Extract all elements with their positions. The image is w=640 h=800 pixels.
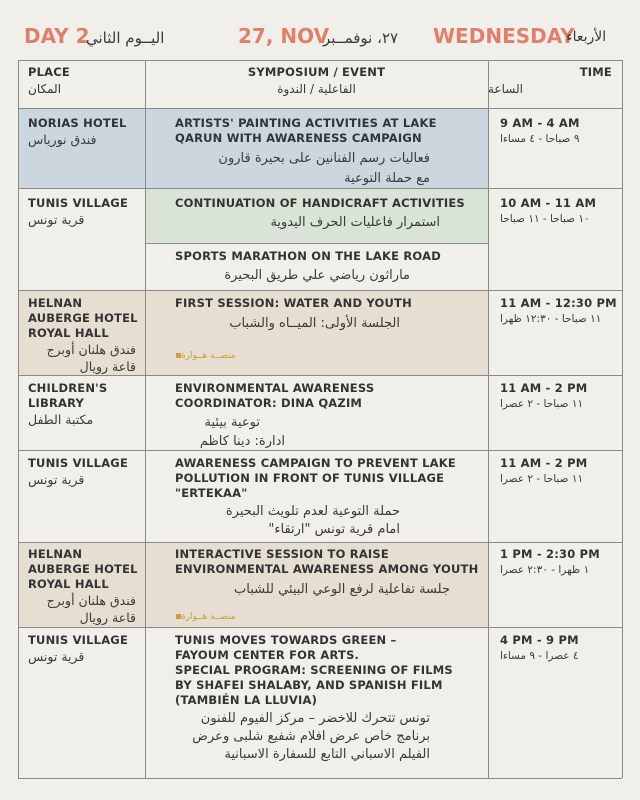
date-label-en: 27, NOV: [238, 24, 330, 48]
place-en: NORIAS HOTEL: [28, 116, 127, 130]
stage-label: منصــة هــوارة: [172, 351, 236, 361]
event-ar: الجلسة الأولى: الميــاه والشباب: [229, 316, 400, 331]
grid-line: [18, 542, 622, 543]
event-ar: الفيلم الاسباني التابع للسفارة الاسبانية: [224, 747, 430, 762]
event-ar: استمرار فاعليات الحرف اليدوية: [270, 215, 440, 230]
time-ar: ١ ظهرا - ٢:٣٠ عصرا: [500, 564, 590, 576]
event-en: (TAMBIÉN LA LLUVIA): [175, 693, 318, 707]
place-en: HELNAN: [28, 296, 83, 310]
event-ar: برنامج خاص عرض افلام شفيع شلبى وعرض: [192, 729, 430, 744]
event-en: INTERACTIVE SESSION TO RAISE: [175, 547, 389, 561]
place-en: TUNIS VILLAGE: [28, 196, 129, 210]
event-ar: تونس تتحرك للاخضر – مركز الفيوم للفنون: [200, 711, 430, 726]
grid-line: [145, 60, 146, 778]
event-ar: جلسة تفاعلية لرفع الوعي البيئي للشباب: [234, 582, 450, 597]
place-en: LIBRARY: [28, 396, 85, 410]
column-header-event-en: SYMPOSIUM / EVENT: [247, 65, 386, 79]
event-en: FAYOUM CENTER FOR ARTS.: [175, 648, 360, 662]
event-en: BY SHAFEI SHALABY, AND SPANISH FILM: [175, 678, 443, 692]
event-ar: حملة التوعية لعدم تلويث البحيرة: [225, 504, 400, 519]
page-header: [0, 0, 640, 60]
grid-line: [18, 778, 622, 779]
time-en: 11 AM - 2 PM: [500, 456, 588, 470]
time-ar: ١١ صباحا - ٢ عصرا: [500, 473, 584, 485]
grid-line: [488, 60, 489, 778]
time-en: 9 AM - 4 AM: [500, 116, 580, 130]
time-en: 11 AM - 2 PM: [500, 381, 588, 395]
place-ar: قرية تونس: [28, 212, 85, 227]
place-en: HELNAN: [28, 547, 83, 561]
column-header-time-ar: الساعة: [488, 82, 523, 96]
event-ar: فعاليات رسم الفنانين على بحيرة قارون: [218, 151, 430, 166]
weekday-label-ar: الأربعاء: [566, 29, 607, 45]
time-en: 1 PM - 2:30 PM: [500, 547, 600, 561]
time-ar: ١١ صباحا - ١٢:٣٠ ظهرا: [500, 313, 602, 325]
place-en: TUNIS VILLAGE: [28, 456, 129, 470]
event-en: COORDINATOR: DINA QAZIM: [175, 396, 363, 410]
time-ar: ٩ صباحا - ٤ مساءا: [500, 133, 580, 145]
event-en: ARTISTS' PAINTING ACTIVITIES AT LAKE QARUN WITH AWARENESS CAMPAIGN: [175, 116, 437, 145]
place-ar: فندق هلنان أوبرج: [46, 342, 136, 357]
event-en: ENVIRONMENTAL AWARENESS AMONG YOUTH: [175, 562, 479, 576]
place-en: TUNIS VILLAGE: [28, 633, 129, 647]
grid-line: [18, 60, 19, 778]
time-en: 11 AM - 12:30 PM: [500, 296, 617, 310]
time-ar: ١٠ صباحا - ١١ صباحا: [500, 213, 590, 225]
event-ar: امام قرية تونس "ارتقاء": [268, 522, 400, 537]
column-header-time: [488, 65, 612, 98]
place-ar: قرية تونس: [28, 472, 85, 487]
place-en: ROYAL HALL: [28, 577, 109, 591]
time-en: 4 PM - 9 PM: [500, 633, 579, 647]
event-ar: ادارة: دينا كاظم: [199, 434, 285, 449]
grid-line: [145, 243, 488, 244]
grid-line: [18, 290, 622, 291]
event-ar: ماراثون رياضي علي طريق البحيرة: [224, 268, 410, 283]
column-header-time-en: TIME: [579, 65, 612, 79]
column-header-event-ar: الفاعلية / الندوة: [277, 82, 356, 96]
place-ar: قاعة رويال: [79, 359, 136, 374]
place-en: CHILDREN'S: [28, 381, 108, 395]
place-ar: قاعة رويال: [79, 610, 136, 625]
column-header-event: [145, 65, 488, 98]
place-en: AUBERGE HOTEL: [28, 311, 138, 325]
place-en: AUBERGE HOTEL: [28, 562, 138, 576]
column-header-place-en: PLACE: [28, 65, 70, 79]
grid-line: [622, 60, 623, 778]
event-en: FIRST SESSION: WATER AND YOUTH: [175, 296, 412, 310]
place-ar: قرية تونس: [28, 649, 85, 664]
event-en: CONTINUATION OF HANDICRAFT ACTIVITIES: [175, 196, 465, 210]
time-en: 10 AM - 11 AM: [500, 196, 597, 210]
column-header-place-ar: المكان: [28, 82, 62, 96]
weekday-label-en: WEDNESDAY: [433, 24, 575, 48]
date-label-ar: ٢٧، نوفمــبر: [323, 29, 399, 47]
time-ar: ١١ صباحا - ٢ عصرا: [500, 398, 584, 410]
day-label-en: DAY 2: [24, 24, 90, 48]
day-label-ar: اليــوم الثاني: [86, 29, 165, 47]
place-en: ROYAL HALL: [28, 326, 109, 340]
place-ar: فندق نورياس: [28, 132, 97, 147]
event-en: POLLUTION IN FRONT OF TUNIS VILLAGE: [175, 471, 445, 485]
event-en: SPECIAL PROGRAM: SCREENING OF FILMS: [175, 663, 453, 677]
grid-line: [18, 375, 622, 376]
column-header-place: [28, 65, 138, 98]
event-en: SPORTS MARATHON ON THE LAKE ROAD: [175, 249, 441, 263]
grid-line: [18, 627, 622, 628]
event-en: "ERTEKAA": [175, 486, 248, 500]
event-en: ENVIRONMENTAL AWARENESS: [175, 381, 375, 395]
event-en: TUNIS MOVES TOWARDS GREEN –: [175, 633, 397, 647]
event-en: AWARENESS CAMPAIGN TO PREVENT LAKE: [175, 456, 456, 470]
place-ar: فندق هلنان أوبرج: [46, 593, 136, 608]
place-ar: مكتبة الطفل: [28, 412, 94, 427]
event-ar: توعية بيئية: [204, 415, 260, 430]
grid-line: [18, 60, 622, 61]
stage-label: منصــة هــوارة: [172, 612, 236, 622]
event-ar: مع حملة التوعية: [344, 171, 430, 186]
time-ar: ٤ عصرا - ٩ مساءا: [500, 650, 579, 662]
grid-line: [18, 108, 622, 109]
